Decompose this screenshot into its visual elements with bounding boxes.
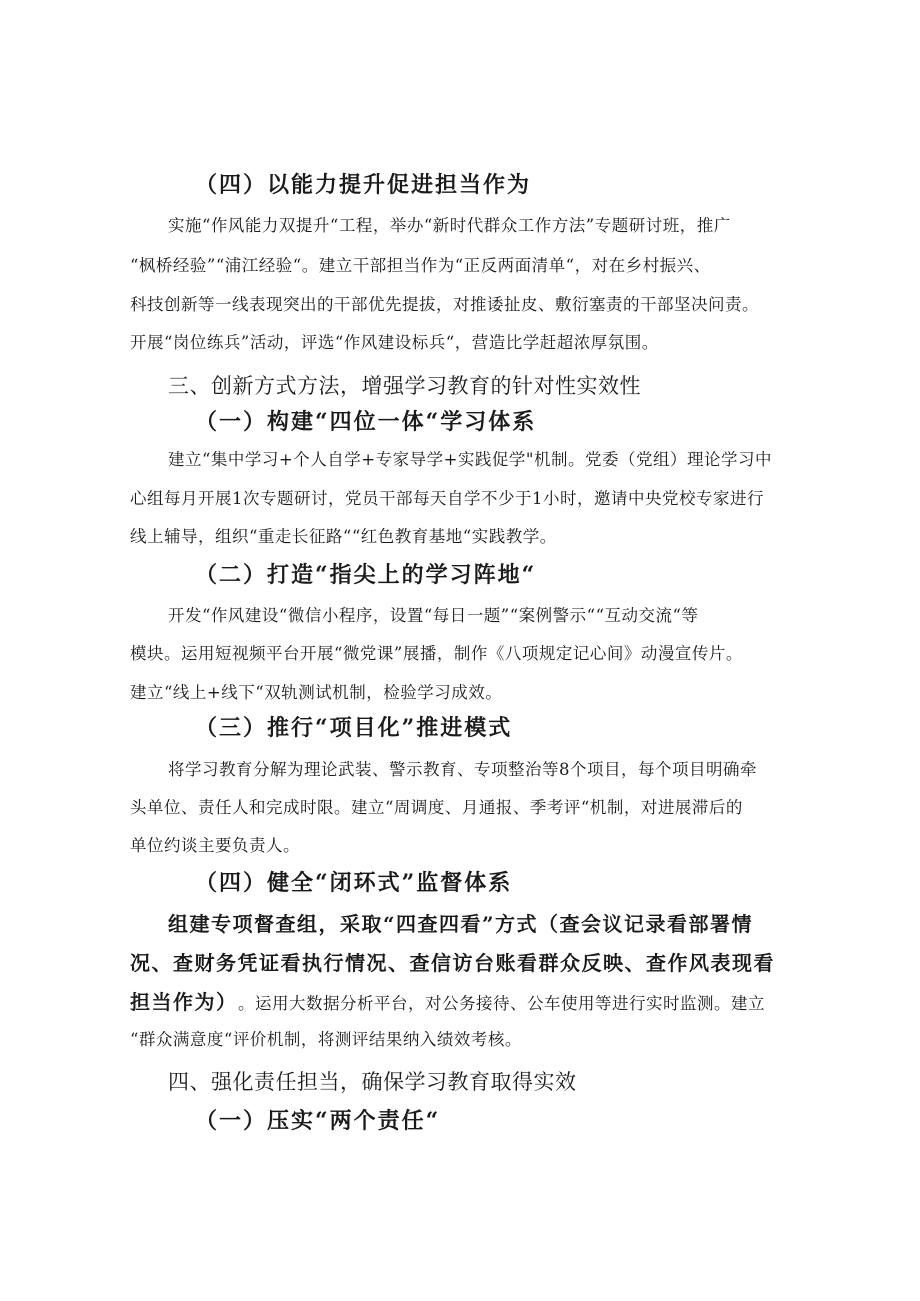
chapter-heading: 三、创新方式方法，增强学习教育的针对性实效性 (168, 374, 641, 398)
section-heading: （四）以能力提升促进担当作为 (195, 172, 532, 198)
paragraph-line: 科技创新等一线表现突出的干部优先提拔，对推诿扯皮、敷衍塞责的干部坚决问责。 (130, 295, 759, 314)
paragraph-line: 实施“作风能力双提升“工程，举办“新时代群众工作方法”专题研讨班，推广 (168, 216, 731, 235)
paragraph-line: 头单位、责任人和完成时限。建立“周调度、月通报、季考评“机制，对进展滞后的 (130, 798, 743, 817)
paragraph-line: 开发“作风建设“微信小程序，设置“每日一题”“案例警示““互动交流“等 (168, 606, 699, 625)
paragraph-line: 组建专项督查组，采取“四查四看”方式（查会议记录看部署情 (168, 912, 754, 936)
paragraph-line: 将学习教育分解为理论武装、警示教育、专项整治等8个项目，每个项目明确牵 (168, 760, 757, 779)
paragraph-line: “枫桥经验”“浦江经验“。建立干部担当作为“正反两面清单“，对在乡村振兴、 (130, 256, 711, 275)
section-heading: （二）打造“指尖上的学习阵地“ (195, 562, 537, 588)
paragraph-line: 担当作为） (130, 990, 238, 1014)
section-heading: （三）推行“项目化”推进模式 (195, 715, 513, 741)
paragraph-line: 单位约谈主要负责人。 (130, 836, 300, 855)
paragraph-line: 线上辅导，组织“重走长征路““红色教育基地“实践教学。 (130, 527, 557, 546)
paragraph-line: 开展“岗位练兵”活动，评选“作风建设标兵“，营造比学赶超浓厚氛围。 (130, 333, 659, 352)
section-heading: （一）压实“两个责任“ (195, 1108, 441, 1134)
section-heading: （一）构建“四位一体“学习体系 (195, 409, 537, 435)
chapter-heading: 四、强化责任担当，确保学习教育取得实效 (168, 1070, 577, 1094)
paragraph-line: 心组每月开展1次专题研讨，党员干部每天自学不少于1小时，邀请中央党校专家进行 (130, 489, 764, 508)
paragraph-line: 建立“集中学习+个人自学+专家导学+实践促学"机制。党委（党组）理论学习中 (168, 450, 773, 469)
paragraph-line: 模块。运用短视频平台开展“微党课”展播，制作《八项规定记心间》动漫宣传片。 (130, 644, 743, 663)
section-heading: （四）健全“闭环式”监督体系 (195, 870, 513, 896)
paragraph-line: 况、查财务凭证看执行情况、查信访台账看群众反映、查作风表现看 (130, 951, 775, 975)
paragraph-line: 建立“线上+线下“双轨测试机制，检验学习成效。 (130, 683, 503, 702)
paragraph-line: 。运用大数据分析平台，对公务接待、公车使用等进行实时监测。建立 (238, 994, 765, 1013)
paragraph-line: “群众满意度“评价机制，将测评结果纳入绩效考核。 (130, 1030, 522, 1049)
